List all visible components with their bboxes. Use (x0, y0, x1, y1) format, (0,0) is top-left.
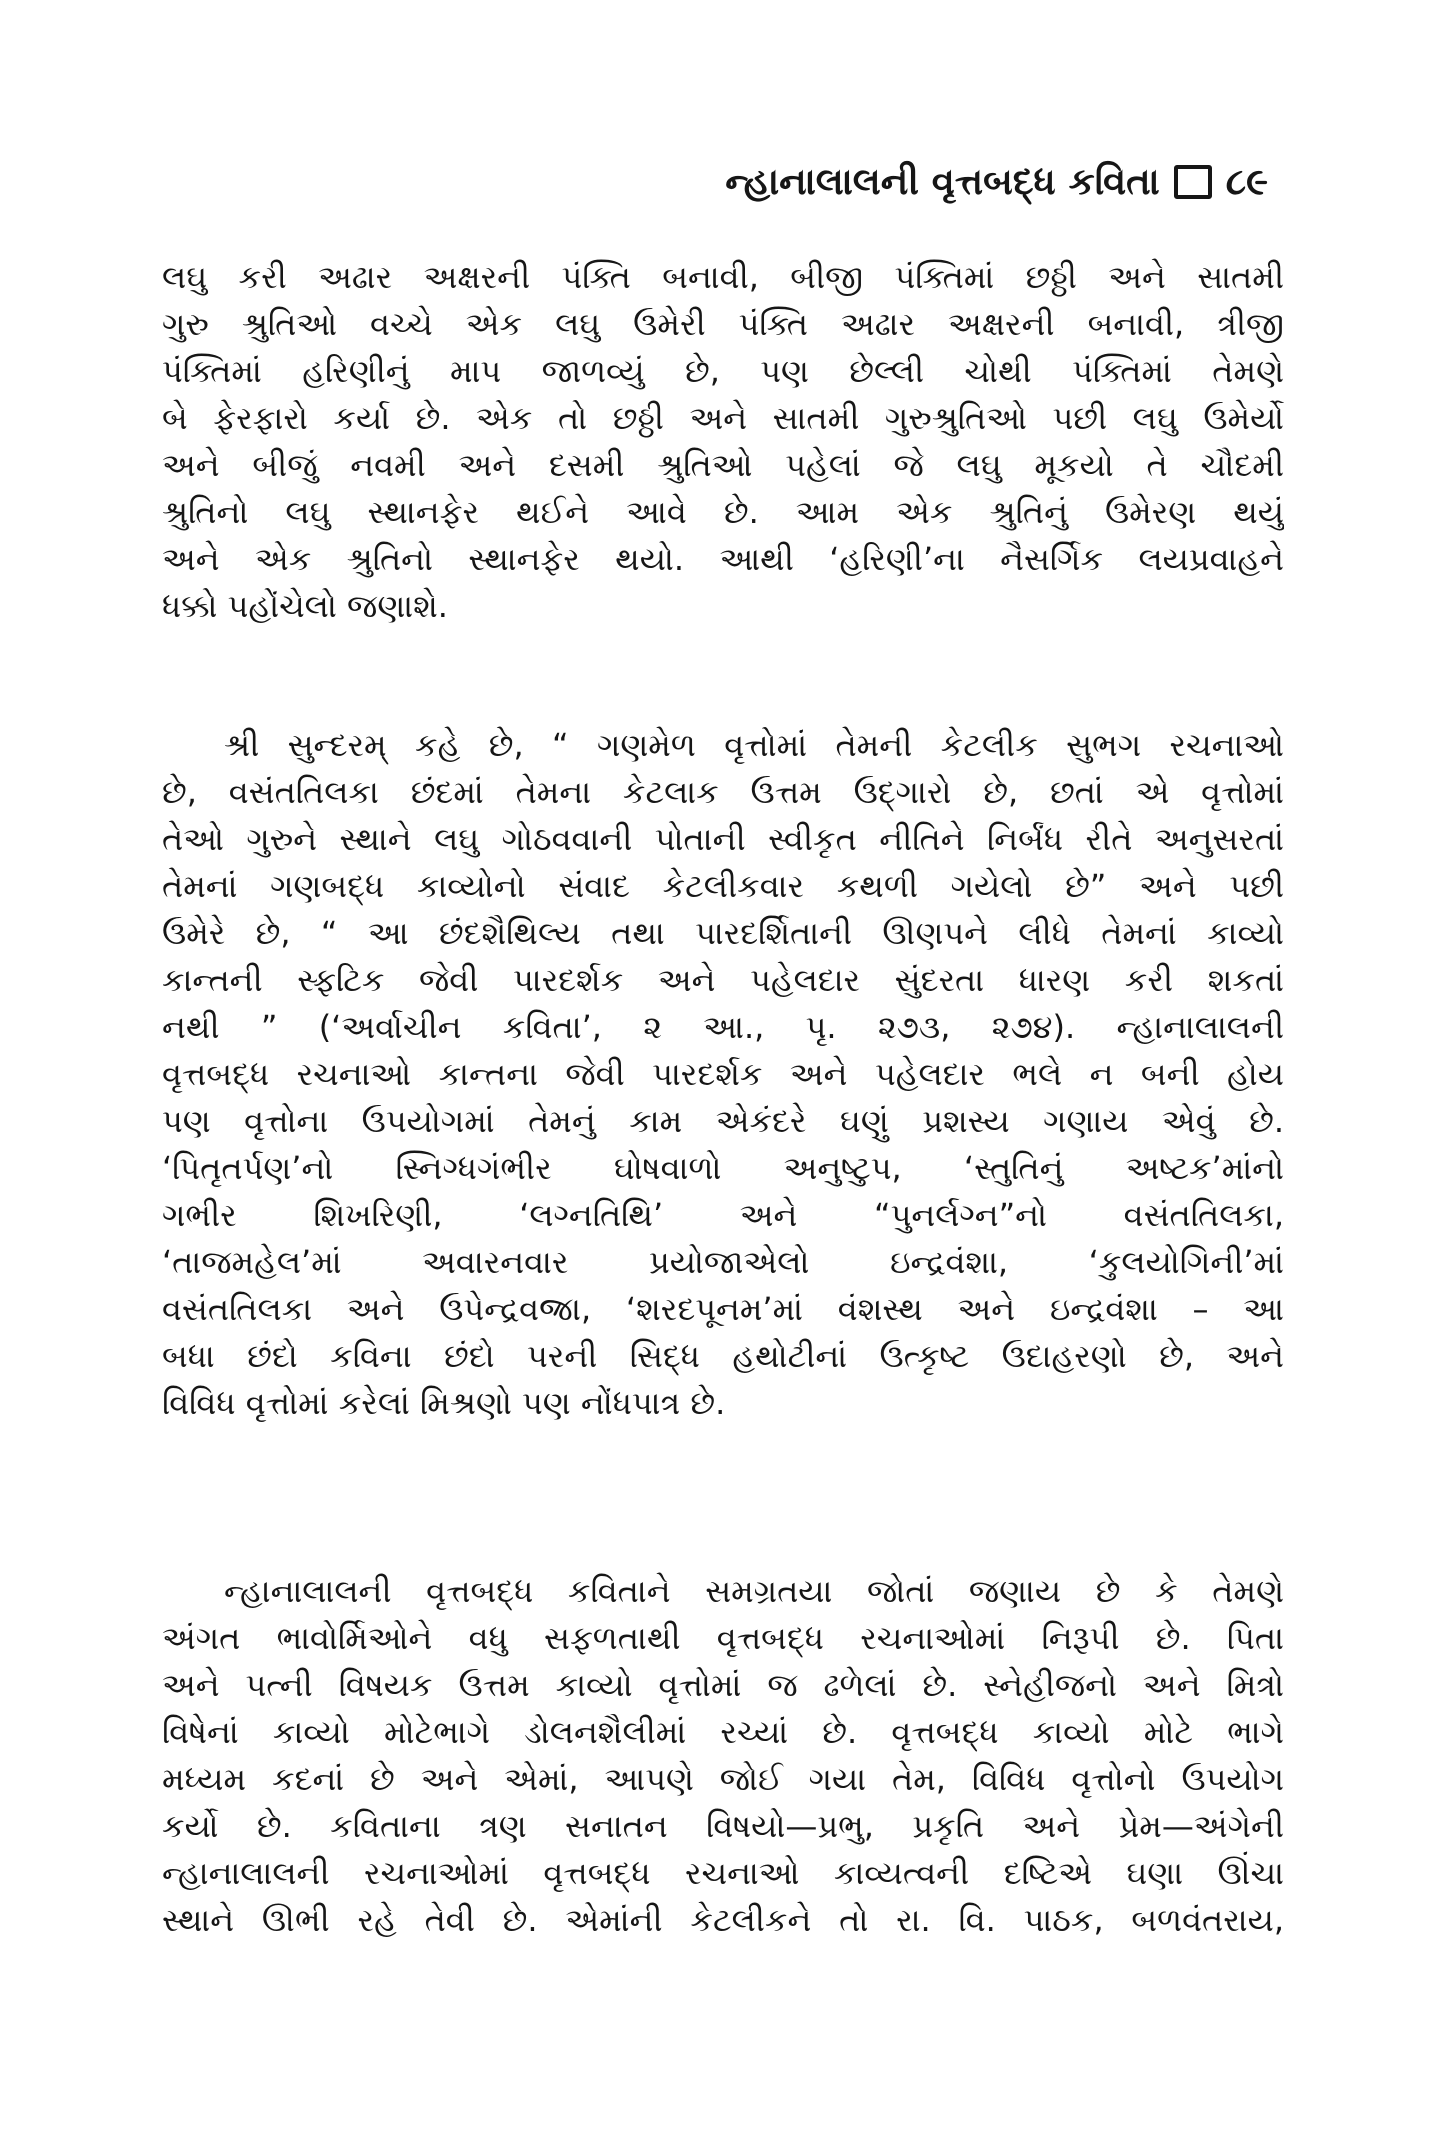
text-line: અને એક શ્રુતિનો સ્થાનફેર થયો. આથી ‘હરિણી’ના નૈસર્ગિક લયપ્રવાહને (162, 540, 1284, 578)
text-line: છે, વસંતતિલકા છંદમાં તેમના કેટલાક ઉત્તમ ઉદ્‌ગારો છે, છતાં એ વૃત્તોમાં (162, 773, 1284, 811)
running-head-title: ન્હાનાલાલની વૃત્તબદ્ધ કવિતા (725, 160, 1160, 203)
text-line: અને પત્ની વિષયક ઉત્તમ કાવ્યો વૃત્તોમાં જ ઢળેલાં છે. સ્નેહીજનો અને મિત્રો (162, 1666, 1284, 1704)
text-line: સ્થાને ઊભી રહે તેવી છે. એમાંની કેટલીકને તો રા. વિ. પાઠક, બળવંતરાય, (162, 1901, 1284, 1939)
text-line: ગુરુ શ્રુતિઓ વચ્ચે એક લઘુ ઉમેરી પંક્તિ અઢાર અક્ષરની બનાવી, ત્રીજી (162, 305, 1284, 343)
paragraph-1 (162, 254, 1284, 630)
paragraph-3 (162, 1568, 1284, 1944)
text-line: શ્રુતિનો લઘુ સ્થાનફેર થઈને આવે છે. આમ એક શ્રુતિનું ઉમેરણ થયું (162, 493, 1284, 531)
text-line: ધક્કો પહોંચેલો જણાશે. (162, 587, 448, 625)
text-line: કર્યો છે. કવિતાના ત્રણ સનાતન વિષયો—પ્રભુ, પ્રકૃતિ અને પ્રેમ—અંગેની (162, 1807, 1284, 1845)
text-line: શ્રી સુન્દરમ્ કહે છે, “ ગણમેળ વૃત્તોમાં તેમની કેટલીક સુભગ રચનાઓ (224, 726, 1284, 764)
text-line: બધા છંદો કવિના છંદો પરની સિદ્ધ હથોટીનાં ઉત્કૃષ્ટ ઉદાહરણો છે, અને (162, 1337, 1284, 1375)
text-line: તેઓ ગુરુને સ્થાને લઘુ ગોઠવવાની પોતાની સ્વીકૃત નીતિને નિર્બંધ રીતે અનુસરતાં (162, 820, 1284, 858)
paragraph-2 (162, 722, 1284, 1427)
text-line: મધ્યમ કદનાં છે અને એમાં, આપણે જોઈ ગયા તેમ, વિવિધ વૃત્તોનો ઉપયોગ (162, 1760, 1284, 1798)
text-line: પણ વૃત્તોના ઉપયોગમાં તેમનું કામ એકંદરે ઘણું પ્રશસ્ય ગણાય એવું છે. (162, 1102, 1284, 1140)
text-line: નથી ” (‘અર્વાચીન કવિતા’, ૨ આ., પૃ. ૨૭૩, ૨૭૪). ન્હાનાલાલની (162, 1008, 1284, 1046)
text-line: પંક્તિમાં હરિણીનું માપ જાળવ્યું છે, પણ છેલ્લી ચોથી પંક્તિમાં તેમણે (162, 352, 1284, 390)
box-ornament-icon (1174, 165, 1212, 199)
text-line: અને બીજું નવમી અને દસમી શ્રુતિઓ પહેલાં જે લઘુ મૂકયો તે ચૌદમી (162, 446, 1284, 484)
text-line: ન્હાનાલાલની વૃત્તબદ્ધ કવિતાને સમગ્રતયા જોતાં જણાય છે કે તેમણે (224, 1572, 1284, 1610)
text-line: લઘુ કરી અઢાર અક્ષરની પંક્તિ બનાવી, બીજી પંક્તિમાં છઠ્ઠી અને સાતમી (162, 258, 1284, 296)
text-line: ‘પિતૃતર્પણ’નો સ્નિગ્ધગંભીર ઘોષવાળો અનુષ્ટુપ, ‘સ્તુતિનું અષ્ટક’માંનો (162, 1149, 1284, 1187)
text-line: કાન્તની સ્ફટિક જેવી પારદર્શક અને પહેલદાર સુંદરતા ધારણ કરી શકતાં (162, 961, 1284, 999)
text-line: વિવિધ વૃત્તોમાં કરેલાં મિશ્રણો પણ નોંધપાત્ર છે. (162, 1384, 726, 1422)
text-line: વિષેનાં કાવ્યો મોટેભાગે ડોલનશૈલીમાં રચ્યાં છે. વૃત્તબદ્ધ કાવ્યો મોટે ભાગે (162, 1713, 1284, 1751)
text-line: તેમનાં ગણબદ્ધ કાવ્યોનો સંવાદ કેટલીકવાર કથળી ગયેલો છે” અને પછી (162, 867, 1284, 905)
text-line: બે ફેરફારો કર્યા છે. એક તો છઠ્ઠી અને સાતમી ગુરુશ્રુતિઓ પછી લઘુ ઉમેર્યો (162, 399, 1284, 437)
text-line: વસંતતિલકા અને ઉપેન્દ્રવજ્રા, ‘શરદપૂનમ’માં વંશસ્થ અને ઇન્દ્રવંશા – આ (162, 1290, 1284, 1328)
text-line: ઉમેરે છે, “ આ છંદશૈથિલ્ય તથા પારદર્શિતાની ઊણપને લીધે તેમનાં કાવ્યો (162, 914, 1284, 952)
text-line: વૃત્તબદ્ધ રચનાઓ કાન્તના જેવી પારદર્શક અને પહેલદાર ભલે ન બની હોય (162, 1055, 1284, 1093)
text-line: ‘તાજમહેલ’માં અવારનવાર પ્રયોજાએલો ઇન્દ્રવંશા, ‘કુલયોગિની’માં (162, 1243, 1284, 1281)
text-line: ગભીર શિખરિણી, ‘લગ્નતિથિ’ અને “પુનર્લગ્ન”નો વસંતતિલકા, (162, 1196, 1284, 1234)
page-number: ૮૯ (1225, 160, 1268, 203)
running-head (725, 160, 1268, 204)
text-line: ન્હાનાલાલની રચનાઓમાં વૃત્તબદ્ધ રચનાઓ કાવ્યત્વની દષ્ટિએ ઘણા ઊંચા (162, 1854, 1284, 1892)
text-line: અંગત ભાવોર્મિઓને વધુ સફળતાથી વૃત્તબદ્ધ રચનાઓમાં નિરૂપી છે. પિતા (162, 1619, 1284, 1657)
